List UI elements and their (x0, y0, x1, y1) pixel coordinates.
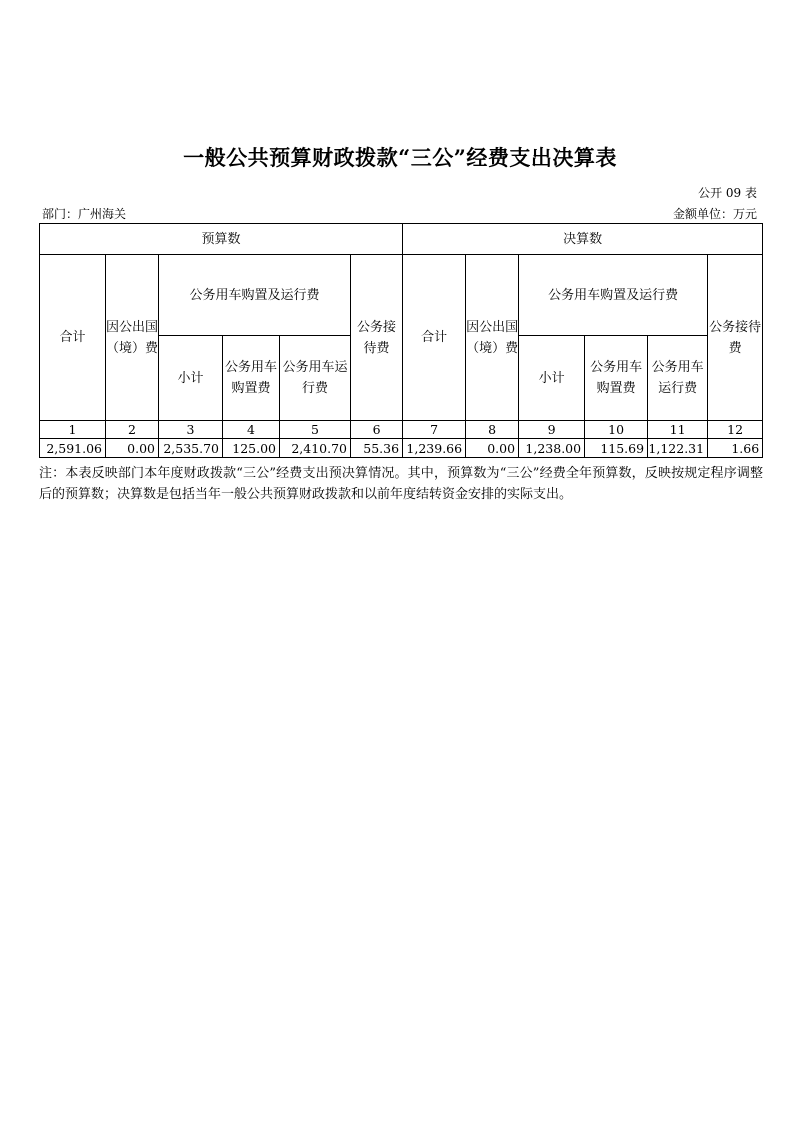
page-title: 一般公共预算财政拨款“三公”经费支出决算表 (183, 145, 617, 170)
col-number: 8 (466, 421, 519, 439)
col-number: 4 (223, 421, 280, 439)
header-budget-vehicle: 公务用车购置及运行费 (159, 255, 351, 336)
header-budget-total: 合计 (40, 255, 106, 421)
col-number: 10 (585, 421, 648, 439)
value-cell: 1.66 (708, 439, 763, 458)
expense-table (39, 223, 763, 458)
header-final-abroad: 因公出国（境）费 (466, 255, 519, 421)
col-number: 1 (40, 421, 106, 439)
value-cell: 0.00 (466, 439, 519, 458)
col-number: 12 (708, 421, 763, 439)
col-number: 6 (351, 421, 403, 439)
value-row (40, 439, 763, 458)
header-final-group: 决算数 (403, 224, 763, 255)
header-final-reception: 公务接待费 (708, 255, 763, 421)
value-cell: 55.36 (351, 439, 403, 458)
col-number: 2 (106, 421, 159, 439)
value-cell: 2,591.06 (40, 439, 106, 458)
value-cell: 125.00 (223, 439, 280, 458)
form-code: 公开 09 表 (698, 186, 757, 200)
header-budget-group: 预算数 (40, 224, 403, 255)
value-cell: 2,535.70 (159, 439, 223, 458)
col-number: 5 (280, 421, 351, 439)
header-final-total: 合计 (403, 255, 466, 421)
value-cell: 1,122.31 (648, 439, 708, 458)
col-number: 3 (159, 421, 223, 439)
col-number: 7 (403, 421, 466, 439)
header-budget-purchase: 公务用车购置费 (223, 336, 280, 421)
col-number: 11 (648, 421, 708, 439)
unit-label: 金额单位：万元 (672, 207, 757, 221)
header-final-operate: 公务用车运行费 (648, 336, 708, 421)
col-number: 9 (519, 421, 585, 439)
header-budget-operate: 公务用车运行费 (280, 336, 351, 421)
department-label: 部门：广州海关 (42, 207, 127, 221)
header-final-subtotal: 小计 (519, 336, 585, 421)
value-cell: 1,238.00 (519, 439, 585, 458)
header-final-purchase: 公务用车购置费 (585, 336, 648, 421)
header-final-vehicle: 公务用车购置及运行费 (519, 255, 708, 336)
header-budget-subtotal: 小计 (159, 336, 223, 421)
header-budget-reception: 公务接待费 (351, 255, 403, 421)
footnote: 注：本表反映部门本年度财政拨款“三公”经费支出预决算情况。其中，预算数为“三公”经费全年预算数，反映按规定程序调整后的预算数；决算数是包括当年一般公共预算财政拨款和以前年度结转资金安排的实际支出。 (39, 466, 763, 502)
value-cell: 2,410.70 (280, 439, 351, 458)
column-number-row (40, 421, 763, 439)
value-cell: 115.69 (585, 439, 648, 458)
value-cell: 0.00 (106, 439, 159, 458)
value-cell: 1,239.66 (403, 439, 466, 458)
header-budget-abroad: 因公出国（境）费 (106, 255, 159, 421)
